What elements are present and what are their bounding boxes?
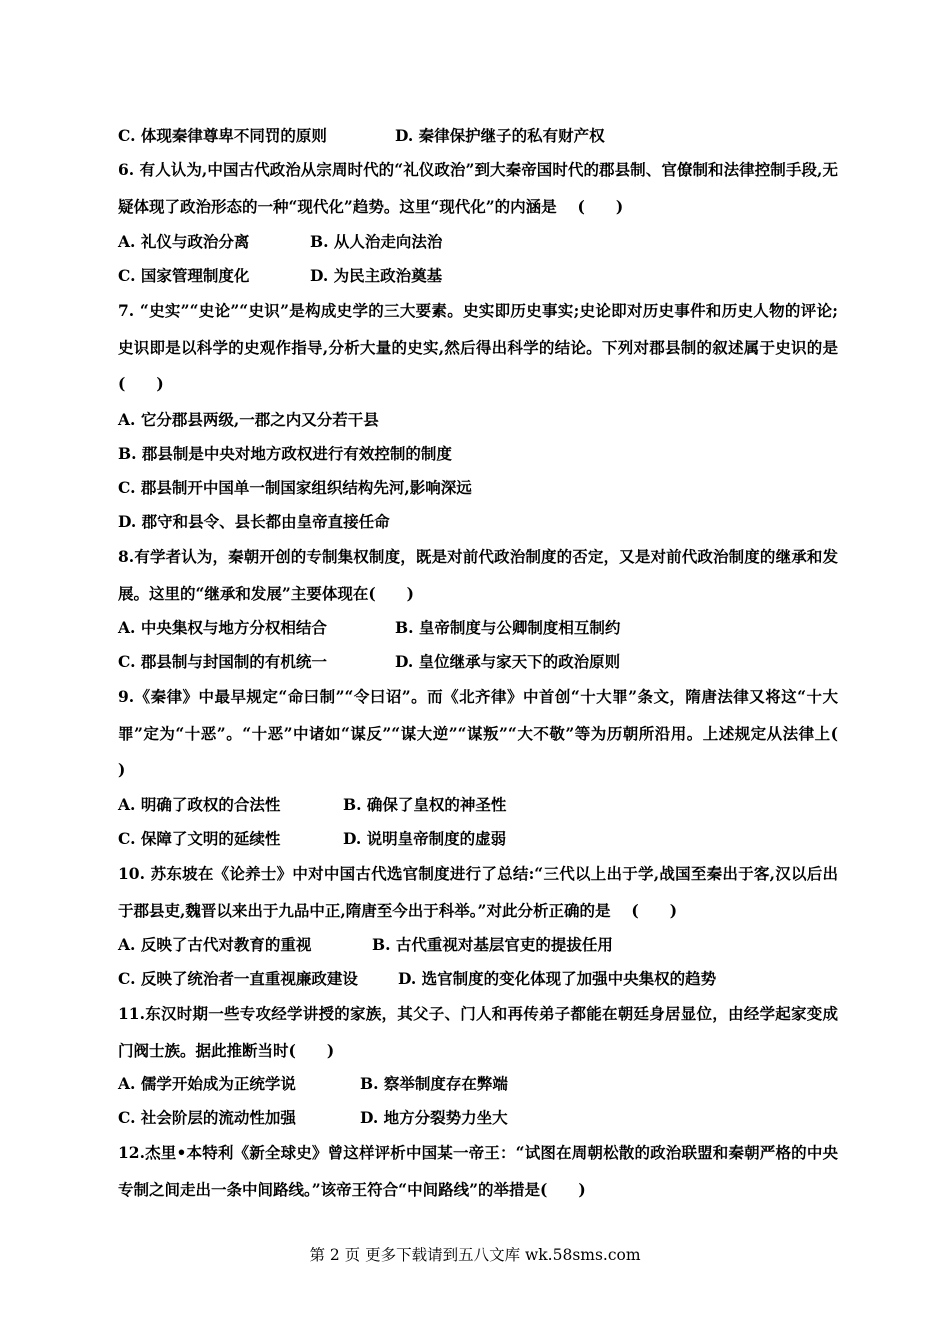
q5-option-d: D. 秦律保护继子的私有财产权: [395, 126, 605, 145]
q11-option-b: B. 察举制度存在弊端: [360, 1074, 508, 1093]
q11-option-d: D. 地方分裂势力坐大: [360, 1108, 508, 1127]
q9-option-c: C. 保障了文明的延续性: [118, 829, 281, 848]
q8-options-row-2: [118, 652, 620, 672]
q8-stem: 8.有学者认为，秦朝开创的专制集权制度，既是对前代政治制度的否定，又是对前代政治制度的继承和发展。这里的“继承和发展”主要体现在( ): [118, 547, 838, 603]
q7-option-a: A. 它分郡县两级,一郡之内又分若干县: [118, 410, 379, 429]
q12-stem: 12.杰里•本特利《新全球史》曾这样评析中国某一帝王：“试图在周朝松散的政治联盟和秦朝严格的中央专制之间走出一条中间路线。”该帝王符合“中间路线”的举措是( ): [118, 1143, 838, 1199]
q11-options-row-2: [118, 1108, 508, 1128]
page-footer: 第 2 页 更多下载请到五八文库 wk.58sms.com: [309, 1246, 641, 1264]
q6-option-d: D. 为民主政治奠基: [310, 266, 443, 285]
q6-option-b: B. 从人治走向法治: [310, 232, 443, 251]
q8-option-a: A. 中央集权与地方分权相结合: [118, 618, 327, 637]
q9-option-b: B. 确保了皇权的神圣性: [343, 795, 507, 814]
q7-option-b: B. 郡县制是中央对地方政权进行有效控制的制度: [118, 444, 452, 463]
q8-option-b: B. 皇帝制度与公卿制度相互制约: [395, 618, 621, 637]
q10-options-row-1: [118, 935, 613, 955]
q5-option-c: C. 体现秦律尊卑不同罚的原则: [118, 126, 327, 145]
q7-stem: 7. “史实”“史论”“史识”是构成史学的三大要素。史实即历史事实;史论即对历史事件和历史人物的评论;史识即是以科学的史观作指导,分析大量的史实,然后得出科学的结论。下列对郡县制的叙述属于史识的是 ( ): [118, 301, 854, 393]
q11-stem: 11.东汉时期一些专攻经学讲授的家族，其父子、门人和再传弟子都能在朝廷身居显位，由经学起家变成门阀士族。据此推断当时( ): [118, 1004, 838, 1060]
q9-options-row-2: [118, 829, 506, 849]
q6-options-row-1: [118, 232, 442, 252]
q7-option-d: D. 郡守和县令、县长都由皇帝直接任命: [118, 512, 390, 531]
q10-option-b: B. 古代重视对基层官吏的提拔任用: [372, 935, 613, 954]
q5-options-row: [118, 126, 605, 146]
q11-option-c: C. 社会阶层的流动性加强: [118, 1108, 296, 1127]
q8-options-row-1: [118, 618, 620, 638]
q10-option-c: C. 反映了统治者一直重视廉政建设: [118, 969, 358, 988]
q11-options-row-1: [118, 1074, 508, 1094]
q6-option-c: C. 国家管理制度化: [118, 266, 250, 285]
q6-options-row-2: [118, 266, 442, 286]
q10-option-d: D. 选官制度的变化体现了加强中央集权的趋势: [398, 969, 717, 988]
q9-options-row-1: [118, 795, 506, 815]
q8-option-d: D. 皇位继承与家天下的政治原则: [395, 652, 621, 671]
q6-stem: 6. 有人认为,中国古代政治从宗周时代的“礼仪政治”到大秦帝国时代的郡县制、官僚制和法律控制手段,无疑体现了政治形态的一种“现代化”趋势。这里“现代化”的内涵是 ( ): [118, 160, 838, 216]
q6-option-a: A. 礼仪与政治分离: [118, 232, 250, 251]
q11-option-a: A. 儒学开始成为正统学说: [118, 1074, 296, 1093]
q7-option-c: C. 郡县制开中国单一制国家组织结构先河,影响深远: [118, 478, 472, 497]
q10-option-a: A. 反映了古代对教育的重视: [118, 935, 312, 954]
q9-option-d: D. 说明皇帝制度的虚弱: [343, 829, 507, 848]
q10-options-row-2: [118, 969, 716, 989]
q9-option-a: A. 明确了政权的合法性: [118, 795, 281, 814]
q8-option-c: C. 郡县制与封国制的有机统一: [118, 652, 327, 671]
q10-stem: 10. 苏东坡在《论养士》中对中国古代选官制度进行了总结:“三代以上出于学,战国至秦出于客,汉以后出于郡县吏,魏晋以来出于九品中正,隋唐至今出于科举。”对此分析正确的是 ( ): [118, 864, 838, 920]
q9-stem: 9.《秦律》中最早规定“命曰制”“令曰诏”。而《北齐律》中首创“十大罪”条文，隋唐法律又将这“十大罪”定为“十恶”。“十恶”中诸如“谋反”“谋大逆”“谋叛”“大不敬”等为历朝所沿用。上述规定从法律上( ): [118, 687, 870, 779]
